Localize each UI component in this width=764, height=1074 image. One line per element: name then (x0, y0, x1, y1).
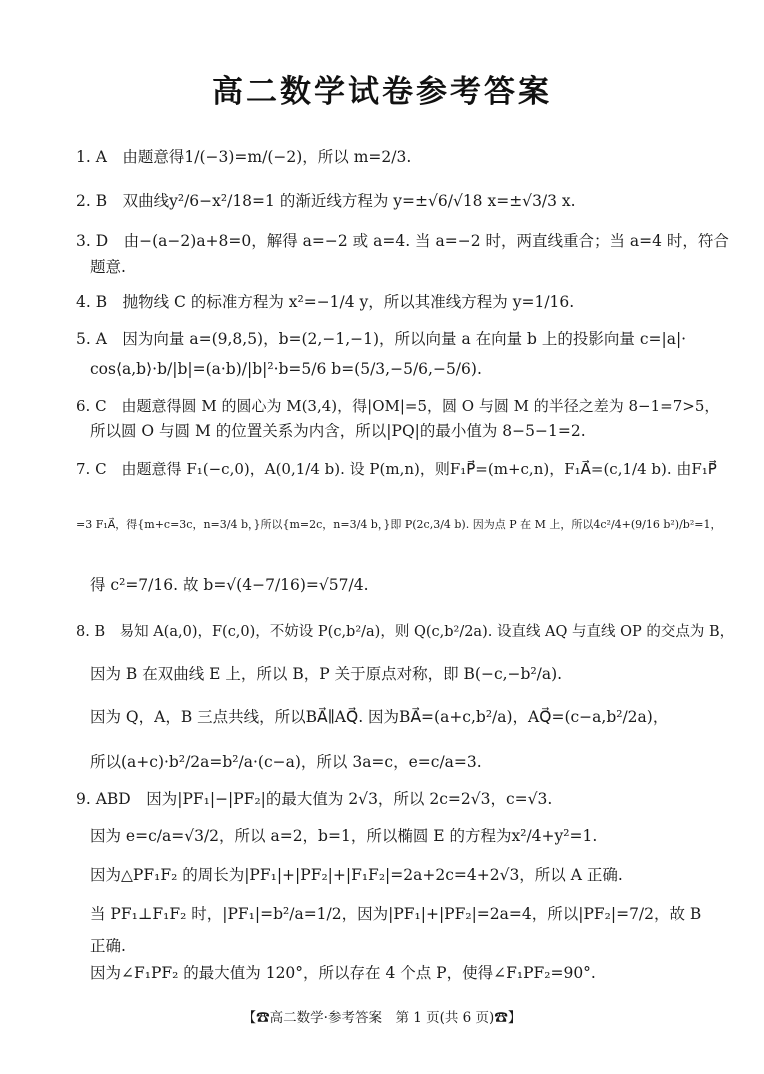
answer-3: 3. D 由−(a−2)a+8=0，解得 a=−2 或 a=4. 当 a=−2 时，两直线重合；当 a=4 时，符合 (76, 232, 729, 250)
answer-9-cont4: 正确. (90, 937, 126, 955)
answer-9-cont5: 因为∠F₁PF₂ 的最大值为 120°，所以存在 4 个点 P，使得∠F₁PF₂=90°. (90, 964, 596, 982)
answer-8-cont1: 因为 B 在双曲线 E 上，所以 B，P 关于原点对称，即 B(−c,−b²/a). (90, 665, 563, 683)
answer-6-cont: 所以圆 O 与圆 M 的位置关系为内含，所以|PQ|的最小值为 8−5−1=2. (90, 422, 586, 440)
answer-8: 8. B 易知 A(a,0)，F(c,0)，不妨设 P(c,b²/a)，则 Q(c,b²/2a). 设直线 AQ 与直线 OP 的交点为 B， (76, 624, 735, 640)
page-footer: 【☎高二数学·参考答案 第 1 页(共 6 页)☎】 (242, 1010, 522, 1026)
answer-9-cont1: 因为 e=c/a=√3/2，所以 a=2，b=1，所以椭圆 E 的方程为x²/4+y²=1. (90, 827, 598, 845)
answer-8-cont3: 所以(a+c)·b²/2a=b²/a·(c−a)，所以 3a=c，e=c/a=3. (90, 753, 482, 771)
answer-9: 9. ABD 因为|PF₁|−|PF₂|的最大值为 2√3，所以 2c=2√3，c=√3. (76, 790, 553, 808)
answer-5: 5. A 因为向量 a=(9,8,5)，b=(2,−1,−1)，所以向量 a 在向量 b 上的投影向量 c=|a|· (76, 330, 687, 348)
answer-5-cont: cos⟨a,b⟩·b/|b|=(a·b)/|b|²·b=5/6 b=(5/3,−5/6,−5/6). (90, 360, 482, 378)
answer-8-cont2: 因为 Q，A，B 三点共线，所以BA⃗∥AQ⃗. 因为BA⃗=(a+c,b²/a)，AQ⃗=(c−a,b²/2a)， (90, 708, 669, 726)
answer-9-cont2: 因为△PF₁F₂ 的周长为|PF₁|+|PF₂|+|F₁F₂|=2a+2c=4+2√3，所以 A 正确. (90, 866, 623, 884)
answer-2: 2. B 双曲线y²/6−x²/18=1 的渐近线方程为 y=±√6/√18 x=±√3/3 x. (76, 192, 576, 210)
page-title: 高二数学试卷参考答案 (212, 74, 552, 110)
answer-3-cont: 题意. (90, 258, 126, 276)
answer-9-cont3: 当 PF₁⊥F₁F₂ 时，|PF₁|=b²/a=1/2，因为|PF₁|+|PF₂|=2a=4，所以|PF₂|=7/2，故 B (90, 905, 702, 923)
answer-1: 1. A 由题意得1/(−3)=m/(−2)，所以 m=2/3. (76, 148, 412, 166)
answer-7-cont1: =3 F₁A⃗，得{m+c=3c，n=3/4 b，}所以{m=2c，n=3/4 b，}即 P(2c,3/4 b). 因为点 P 在 M 上，所以4c²/4+(9/16 b²)/b²=1， (76, 518, 722, 531)
answer-4: 4. B 抛物线 C 的标准方程为 x²=−1/4 y，所以其准线方程为 y=1/16. (76, 293, 575, 311)
answer-7-cont2: 得 c²=7/16. 故 b=√(4−7/16)=√57/4. (90, 576, 369, 594)
answer-6: 6. C 由题意得圆 M 的圆心为 M(3,4)，得|OM|=5，圆 O 与圆 M 的半径之差为 8−1=7>5， (76, 397, 720, 415)
answer-7: 7. C 由题意得 F₁(−c,0)，A(0,1/4 b). 设 P(m,n)，则F₁P⃗=(m+c,n)，F₁A⃗=(c,1/4 b). 由F₁P⃗ (76, 460, 717, 478)
